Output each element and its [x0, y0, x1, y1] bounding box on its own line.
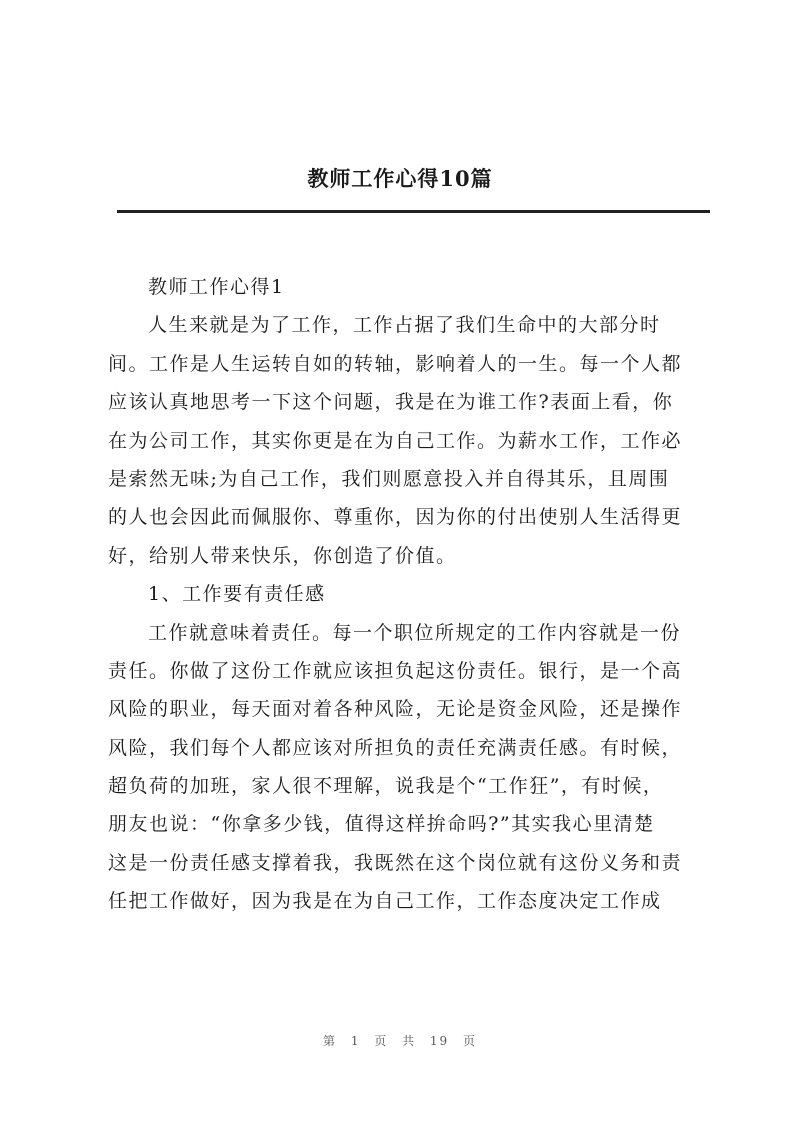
paragraph-line: 好，给别人带来快乐，你创造了价值。: [108, 544, 457, 567]
paragraph-line: 这是一份责任感支撑着我，我既然在这个岗位就有这份义务和责: [108, 851, 683, 874]
paragraph-line: 风险的职业，每天面对着各种风险，无论是资金风险，还是操作: [108, 698, 683, 721]
paragraph-line: 在为公司工作，其实你更是在为自己工作。为薪水工作，工作必: [108, 429, 683, 452]
document-body: [108, 268, 712, 921]
paragraph-line: 人生来就是为了工作，工作占据了我们生命中的大部分时: [148, 314, 661, 337]
paragraph-line: 责任。你做了这份工作就应该担负起这份责任。银行，是一个高: [108, 659, 683, 682]
subsection-heading: 1、工作要有责任感: [148, 583, 326, 606]
document-title: 教师工作心得10篇: [307, 166, 493, 191]
paragraph-line: 朋友也说：“你拿多少钱，值得这样拚命吗?”其实我心里清楚: [108, 813, 655, 836]
section-heading: 教师工作心得1: [148, 276, 285, 298]
paragraph-line: 间。工作是人生运转自如的转轴，影响着人的一生。每一个人都: [108, 352, 683, 375]
paragraph-line: 是索然无味;为自己工作，我们则愿意投入并自得其乐，且周围: [108, 467, 670, 490]
paragraph-line: 超负荷的加班，家人很不理解，说我是个“工作狂”，有时候，: [108, 775, 664, 798]
paragraph-line: 应该认真地思考一下这个问题，我是在为谁工作?表面上看，你: [108, 391, 674, 414]
paragraph-line: 的人也会因此而佩服你、尊重你，因为你的付出使别人生活得更: [108, 506, 683, 529]
title-divider: [117, 210, 710, 213]
paragraph-line: 任把工作做好，因为我是在为自己工作，工作态度决定工作成: [108, 890, 662, 913]
paragraph-line: 风险，我们每个人都应该对所担负的责任充满责任感。有时候，: [108, 736, 683, 759]
page-number: 第 1 页 共 19 页: [323, 1034, 477, 1048]
paragraph-line: 工作就意味着责任。每一个职位所规定的工作内容就是一份: [148, 621, 682, 644]
